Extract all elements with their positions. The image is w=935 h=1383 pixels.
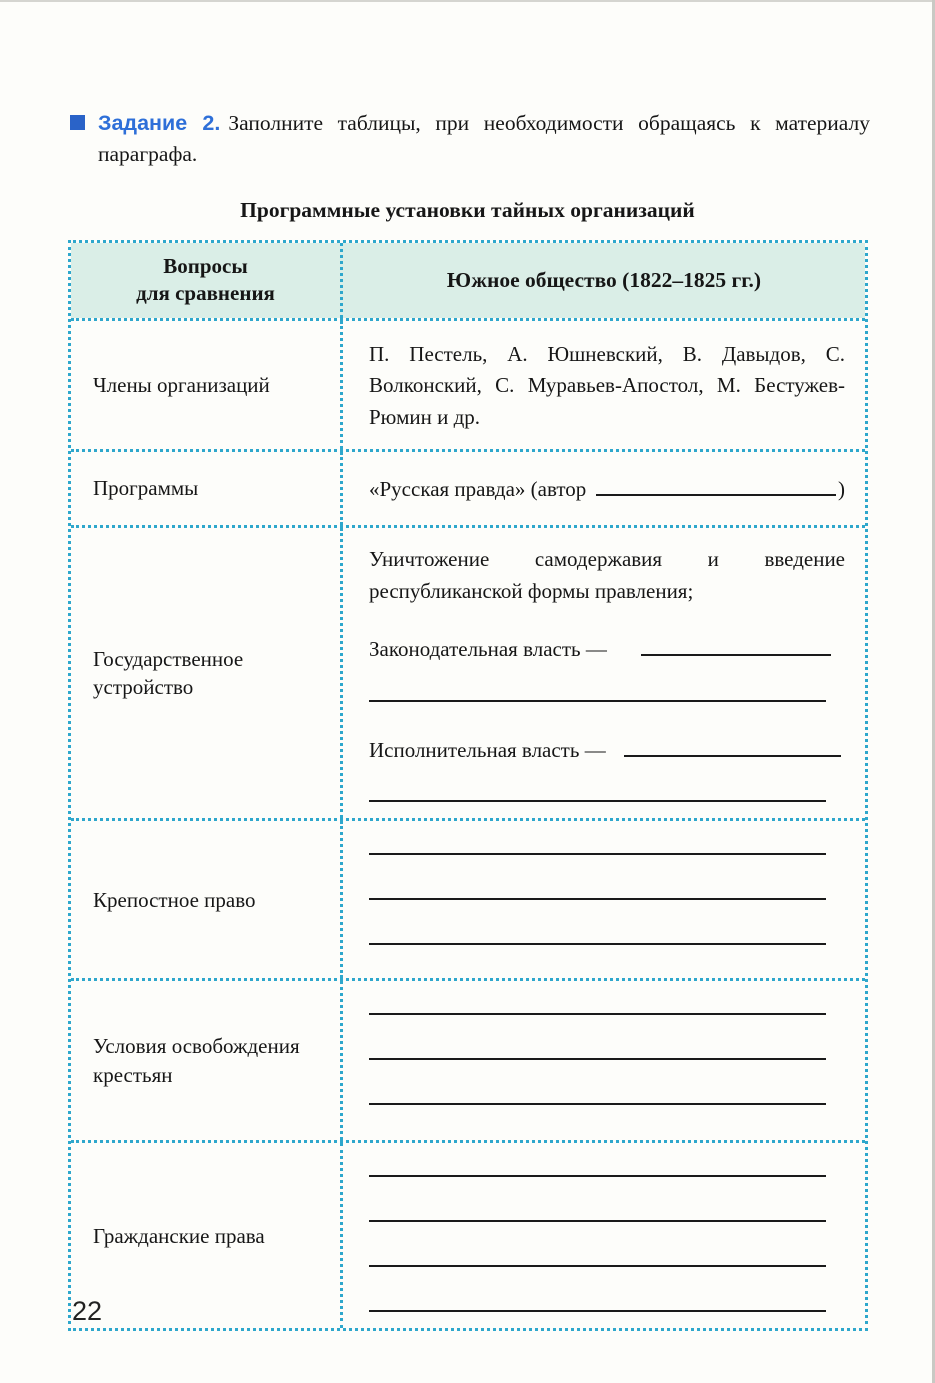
civil-label: Гражданские права <box>71 1143 343 1328</box>
serfdom-label: Крепостное право <box>71 821 343 978</box>
liberation-blank-line <box>369 983 826 1015</box>
serfdom-blank-line <box>369 900 826 945</box>
task-text <box>98 108 870 170</box>
liberation-label: Условия освобождения крестьян <box>71 981 343 1140</box>
table-row-civil-rights <box>71 1140 865 1328</box>
programs-value <box>343 452 865 525</box>
legislative-blank-field <box>641 633 831 656</box>
members-label: Члены организаций <box>71 321 343 450</box>
civil-blank-line <box>369 1267 826 1312</box>
task-bullet-icon <box>70 115 85 130</box>
serfdom-blank-line <box>369 855 826 900</box>
header-society-cell: Южное общество (1822–1825 гг.) <box>343 243 865 318</box>
civil-value <box>343 1143 865 1328</box>
programs-label: Программы <box>71 452 343 525</box>
table-title: Программные установки тайных организаций <box>240 198 695 222</box>
liberation-blank-line <box>369 1015 826 1060</box>
legislative-text: Законодательная власть — <box>369 637 607 662</box>
programs-fill-row <box>369 473 845 506</box>
liberation-blank-line <box>369 1060 826 1105</box>
table-row-state-structure <box>71 525 865 818</box>
members-value: П. Пестель, А. Юшневский, В. Давыдов, С. Волконский, С. Муравьев-Апостол, М. Бестужев-Рюмин и др. <box>369 341 845 429</box>
executive-text: Исполнительная власть — <box>369 737 606 762</box>
civil-blank-line <box>369 1145 826 1177</box>
header-questions-line1: Вопросы <box>163 254 248 278</box>
table-header-row <box>71 243 865 318</box>
executive-blank-line <box>369 766 826 802</box>
state-label: Государственное устройство <box>71 528 343 818</box>
executive-blank-field <box>624 734 841 757</box>
executive-row <box>369 734 845 767</box>
task-label: Задание 2. <box>98 111 221 135</box>
table-row-serfdom <box>71 818 865 978</box>
serfdom-blank-line <box>369 823 826 855</box>
task-body: Заполните таблицы, при необходимости обращаясь к материалу параграфа. <box>98 111 870 167</box>
header-questions-cell <box>71 243 343 318</box>
legislative-blank-line <box>369 666 826 702</box>
header-questions-line2: для сравнения <box>136 281 275 306</box>
civil-blank-line <box>369 1177 826 1222</box>
programs-blank-field <box>596 473 836 496</box>
task-instruction <box>70 108 870 170</box>
page-number: 22 <box>72 1296 103 1326</box>
state-value <box>343 528 865 818</box>
programs-suffix: ) <box>838 477 845 502</box>
table-row-liberation <box>71 978 865 1140</box>
civil-blank-line <box>369 1222 826 1267</box>
legislative-row <box>369 633 845 666</box>
serfdom-value <box>343 821 865 978</box>
table-row-programs <box>71 449 865 525</box>
comparison-table <box>68 240 868 1331</box>
state-paragraph: Уничтожение самодержавия и введение республиканской формы правления; <box>369 547 845 603</box>
programs-prefix: «Русская правда» (автор <box>369 477 587 502</box>
liberation-value <box>343 981 865 1140</box>
table-row-members <box>71 318 865 450</box>
